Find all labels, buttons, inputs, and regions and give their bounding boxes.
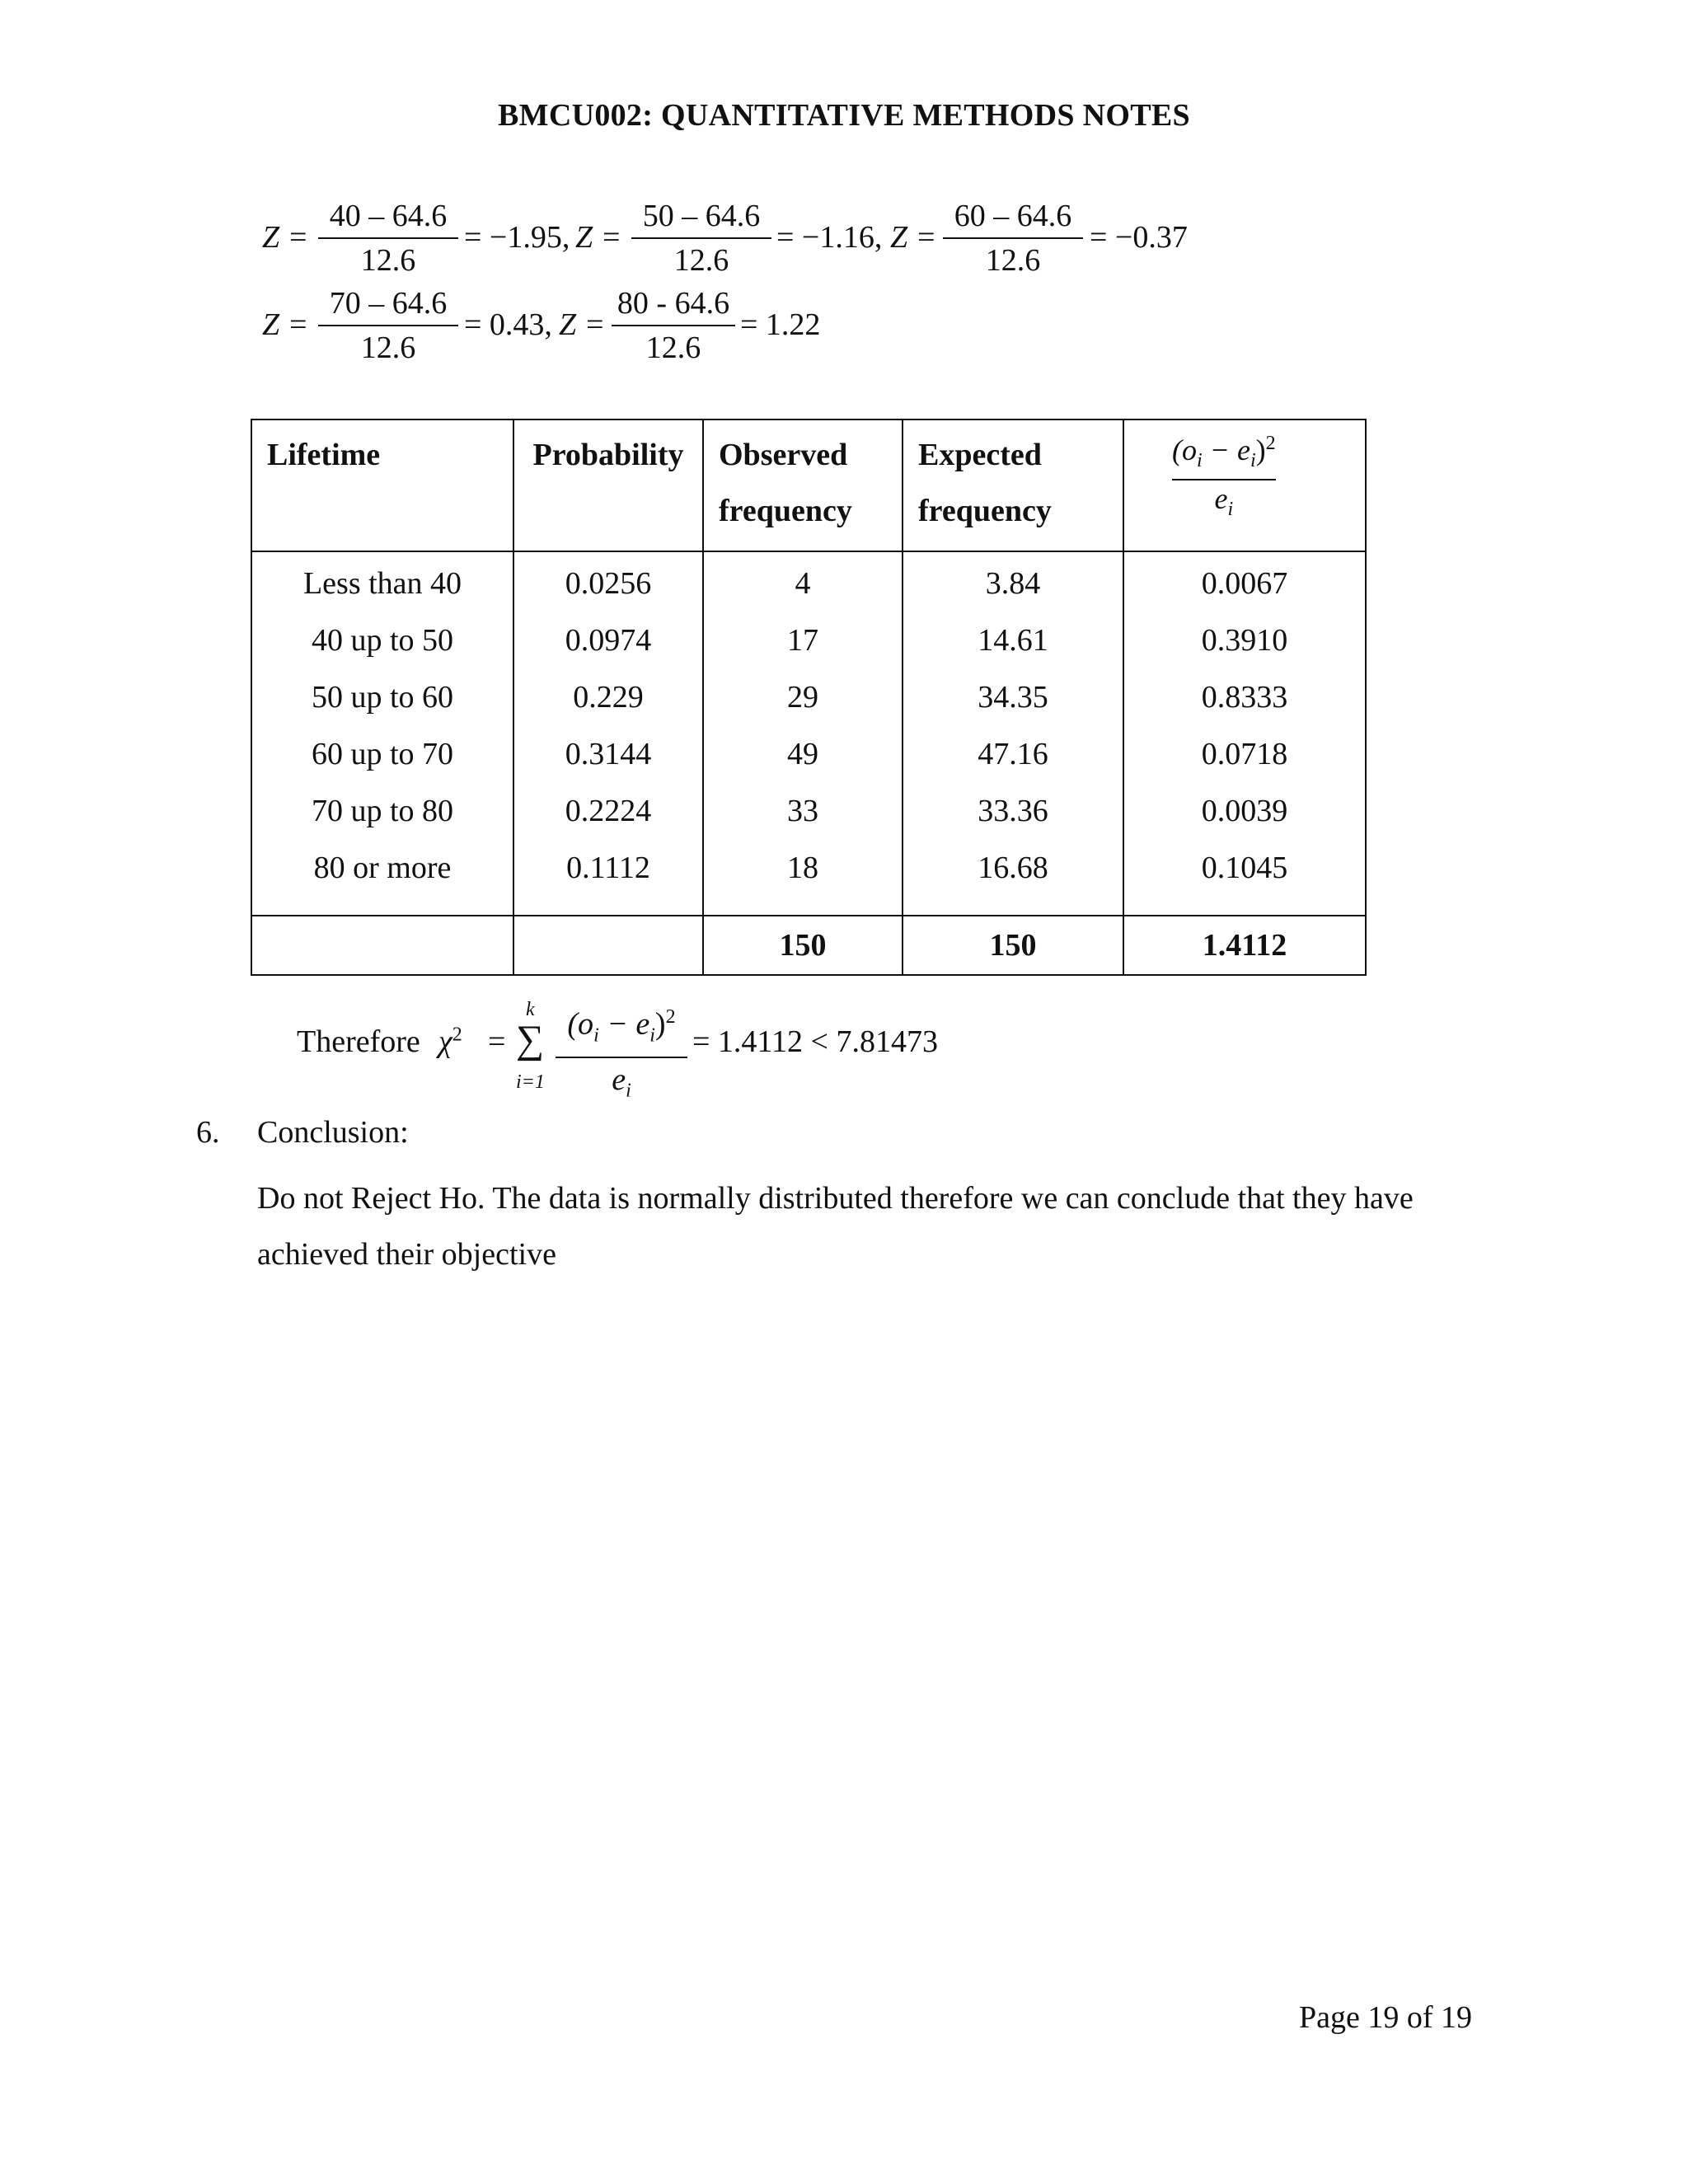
table-cell: 60 up to 70 bbox=[311, 737, 454, 771]
z-fraction: 70 – 64.6 12.6 bbox=[318, 285, 458, 366]
z-symbol: Z = bbox=[890, 220, 937, 255]
chi-symbol: $\chi^2$ bbox=[438, 1024, 462, 1059]
chi-result: = 1.4112 < 7.81473 bbox=[692, 1024, 938, 1059]
header-lifetime: Lifetime bbox=[251, 419, 513, 551]
z-result: = −1.95, bbox=[464, 220, 570, 255]
equals-sign: = bbox=[488, 1024, 506, 1059]
table-cell: 40 up to 50 bbox=[311, 623, 454, 658]
table-cell: 0.1112 bbox=[566, 851, 650, 885]
table-cell: 0.3144 bbox=[565, 737, 652, 771]
sigma-symbol: ∑ bbox=[516, 1018, 545, 1062]
section-number: 6. bbox=[196, 1115, 220, 1150]
observed-column bbox=[703, 551, 903, 916]
lifetime-column bbox=[251, 551, 513, 916]
header-probability: Probability bbox=[513, 419, 703, 551]
expected-column bbox=[903, 551, 1123, 916]
section-title: Conclusion: bbox=[257, 1115, 409, 1150]
z-fraction: 50 – 64.6 12.6 bbox=[631, 198, 771, 279]
z-result: = 1.22 bbox=[740, 307, 821, 342]
total-observed: 150 bbox=[703, 916, 903, 975]
z-fraction: 80 - 64.6 12.6 bbox=[612, 285, 735, 366]
table-cell: 4 bbox=[795, 566, 811, 601]
page-number: Page 19 of 19 bbox=[1299, 2000, 1473, 2035]
therefore-label: Therefore bbox=[297, 1024, 420, 1059]
table-cell: 14.61 bbox=[978, 623, 1048, 658]
total-expected: 150 bbox=[903, 916, 1123, 975]
chi-term-column bbox=[1123, 551, 1366, 916]
table-cell: 0.0039 bbox=[1201, 794, 1288, 828]
z-symbol: Z = bbox=[559, 307, 606, 342]
z-fraction: 40 – 64.6 12.6 bbox=[318, 198, 458, 279]
frequency-table bbox=[251, 419, 1367, 976]
table-body-row bbox=[251, 551, 1366, 916]
header-observed: Observed frequency bbox=[703, 419, 903, 551]
z-symbol: Z = bbox=[575, 220, 622, 255]
table-cell: 0.229 bbox=[573, 680, 644, 715]
table-cell: 17 bbox=[787, 623, 818, 658]
table-cell: 0.3910 bbox=[1201, 623, 1288, 658]
table-cell: 70 up to 80 bbox=[311, 794, 454, 828]
z-fraction: 60 – 64.6 12.6 bbox=[943, 198, 1083, 279]
z-result: = −1.16, bbox=[776, 220, 883, 255]
z-result: = −0.37 bbox=[1090, 220, 1188, 255]
z-result: = 0.43, bbox=[464, 307, 552, 342]
table-cell: 47.16 bbox=[978, 737, 1048, 771]
table-cell: 0.1045 bbox=[1201, 851, 1288, 885]
table-cell: Less than 40 bbox=[302, 566, 462, 601]
z-symbol: Z = bbox=[262, 220, 309, 255]
table-cell: 0.0718 bbox=[1201, 737, 1288, 771]
table-cell: 16.68 bbox=[978, 851, 1048, 885]
chi-fraction: $(o_i - e_i)^2$ $e_i$ bbox=[556, 999, 687, 1109]
table-total-row bbox=[251, 916, 1366, 975]
table-cell: 33 bbox=[787, 794, 818, 828]
z-symbol: Z = bbox=[262, 307, 309, 342]
chi-term-fraction: $\frac{(o_i - e_i)^2}{e_i}$ bbox=[1172, 433, 1276, 521]
table-cell: 49 bbox=[787, 737, 818, 771]
table-cell: 0.0067 bbox=[1201, 566, 1288, 601]
table-cell: 18 bbox=[787, 851, 818, 885]
header-chi-term bbox=[1123, 419, 1366, 551]
table-cell: 80 or more bbox=[313, 851, 452, 885]
total-chi-square: 1.4112 bbox=[1123, 916, 1366, 975]
table-cell: 0.8333 bbox=[1201, 680, 1288, 715]
page-header: BMCU002: QUANTITATIVE METHODS NOTES bbox=[498, 98, 1190, 133]
table-cell: 34.35 bbox=[978, 680, 1048, 715]
probability-column bbox=[513, 551, 703, 916]
total-empty-cell bbox=[513, 916, 703, 975]
table-cell: 0.2224 bbox=[565, 794, 652, 828]
total-empty-cell bbox=[251, 916, 513, 975]
header-expected: Expected frequency bbox=[903, 419, 1123, 551]
sum-lower-limit: i=1 bbox=[516, 1071, 545, 1093]
table-cell: 29 bbox=[787, 680, 818, 715]
table-header-row bbox=[251, 419, 1366, 551]
sum-upper-limit: k bbox=[526, 999, 535, 1020]
table-cell: 3.84 bbox=[985, 566, 1041, 601]
table-cell: 50 up to 60 bbox=[311, 680, 454, 715]
table-cell: 0.0256 bbox=[565, 566, 652, 601]
chi-square-statement bbox=[297, 999, 1039, 1102]
conclusion-text: Do not Reject Ho. The data is normally distributed therefore we can conclude that they have achieved their objective bbox=[257, 1181, 1414, 1272]
table-cell: 33.36 bbox=[978, 794, 1048, 828]
table-cell: 0.0974 bbox=[565, 623, 652, 658]
